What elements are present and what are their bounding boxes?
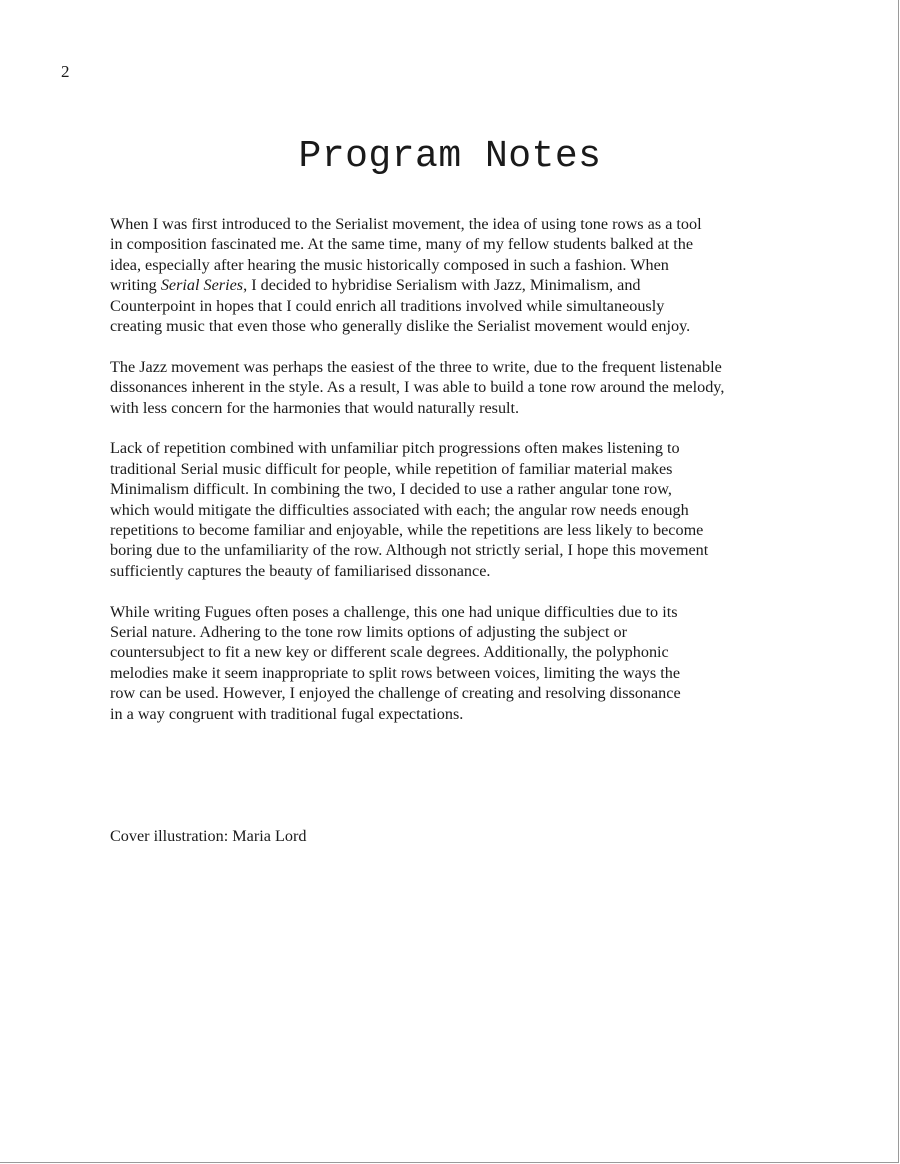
text-line: Minimalism difficult. In combining the two, I decided to use a rather angular tone row, [110,480,672,499]
text-line: Counterpoint in hopes that I could enrich all traditions involved while simultaneously [110,296,665,315]
page-title: Program Notes [298,135,602,178]
text-line: When I was first introduced to the Serialist movement, the idea of using tone rows as a tool [110,215,702,233]
text-line: which would mitigate the difficulties associated with each; the angular row needs enough [110,500,689,519]
program-notes-body [110,214,790,745]
text-line: in composition fascinated me. At the same time, many of my fellow students balked at the [110,235,694,254]
text-line: repetitions to become familiar and enjoyable, while the repetitions are less likely to become [110,521,704,540]
text-line: The Jazz movement was perhaps the easiest of the three to write, due to the frequent listenable [110,357,722,376]
text-segment: writing [110,276,161,295]
text-line: melodies make it seem inappropriate to split rows between voices, limiting the ways the [110,663,681,682]
paragraph-introduction [110,214,790,336]
page-number: 2 [61,62,70,81]
text-line: While writing Fugues often poses a challenge, this one had unique difficulties due to its [110,602,678,621]
text-line: boring due to the unfamiliarity of the row. Although not strictly serial, I hope this movement [110,541,709,560]
text-segment: , I decided to hybridise Serialism with Jazz, Minimalism, and [243,276,641,295]
text-line: in a way congruent with traditional fugal expectations. [110,704,464,723]
paragraph-jazz [110,357,790,418]
paragraph-fugue [110,602,790,724]
text-line: creating music that even those who generally dislike the Serialist movement would enjoy. [110,317,691,336]
text-line: sufficiently captures the beauty of familiarised dissonance. [110,561,491,580]
text-line: Lack of repetition combined with unfamiliar pitch progressions often makes listening to [110,439,680,458]
text-line: dissonances inherent in the style. As a result, I was able to build a tone row around the melody, [110,378,725,397]
text-line: countersubject to fit a new key or different scale degrees. Additionally, the polyphonic [110,643,669,662]
text-line: traditional Serial music difficult for people, while repetition of familiar material makes [110,459,673,478]
text-line: idea, especially after hearing the music historically composed in such a fashion. When [110,255,669,274]
cover-illustration-credit: Cover illustration: Maria Lord [110,827,307,845]
work-title-italic: Serial Series [160,276,244,295]
text-line: with less concern for the harmonies that would naturally result. [110,398,520,417]
text-line-with-title [110,275,790,295]
text-line: Serial nature. Adhering to the tone row limits options of adjusting the subject or [110,623,628,642]
text-line: row can be used. However, I enjoyed the challenge of creating and resolving dissonance [110,684,681,703]
paragraph-minimalism [110,438,790,581]
